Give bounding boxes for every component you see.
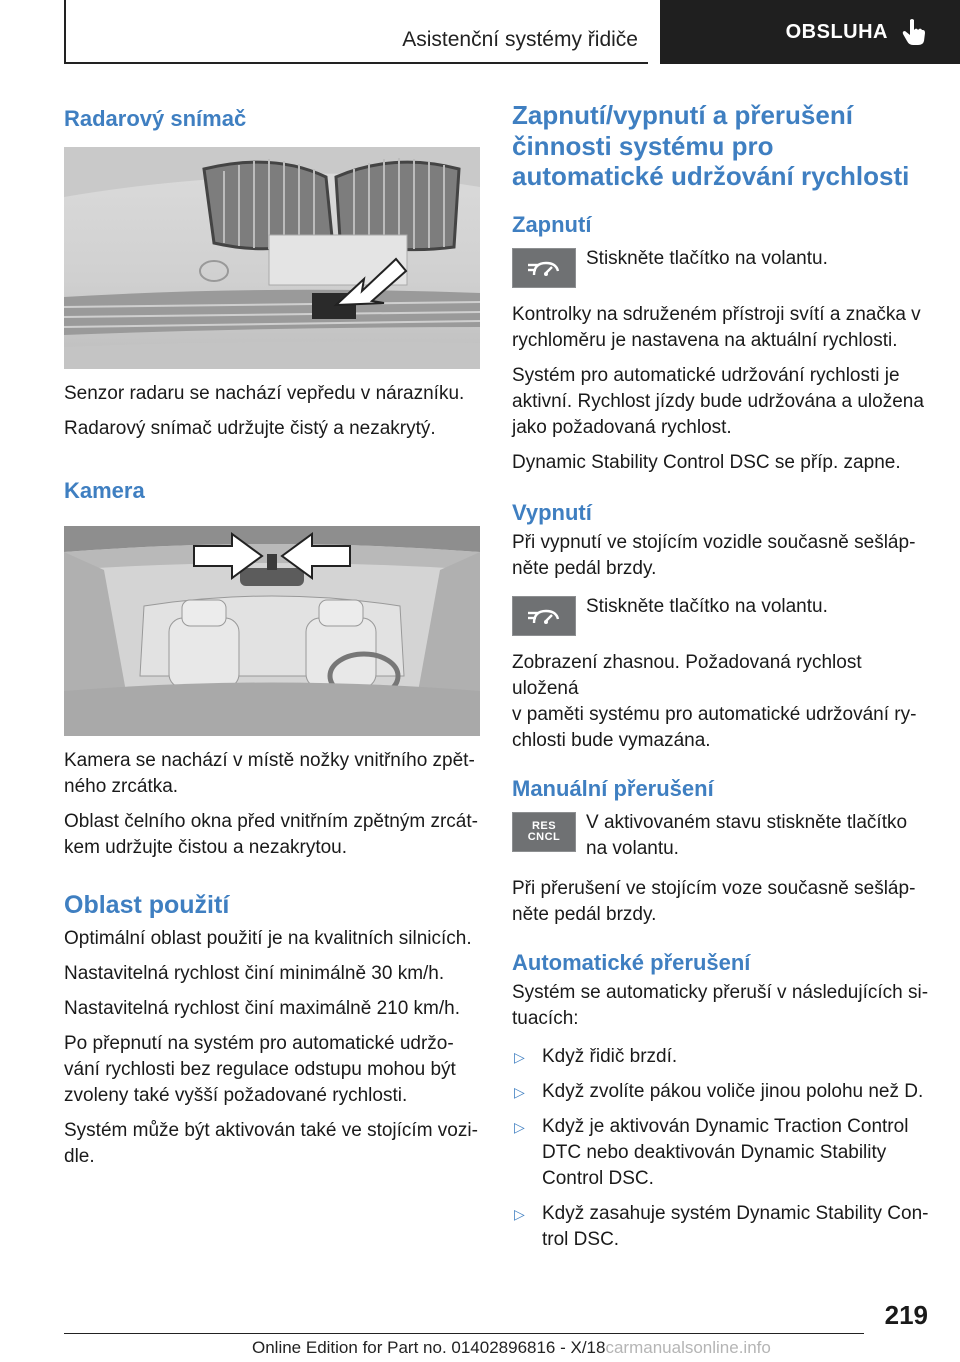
- triangle-bullet-icon: ▷: [514, 1048, 525, 1065]
- off-button-text: Stiskněte tlačítko na volantu.: [586, 595, 828, 617]
- list-item: ▷ Když zasahuje systém Dynamic Stability Con- trol DSC.: [514, 1202, 929, 1250]
- list-item: ▷ Když řidič brzdí.: [512, 1044, 930, 1070]
- camera-title: Kamera: [64, 477, 145, 503]
- usage-paragraph-4: Po přepnutí na systém pro automatické udržo- vání rychlosti bez regulace odstupu mohou být zvoleny také vyšší požadované rychlosti.: [64, 1033, 456, 1107]
- manual-title: Manuální přerušení: [512, 775, 714, 801]
- on-button-text: Stiskněte tlačítko na volantu.: [586, 247, 828, 269]
- cruise-control-button-icon: [512, 248, 576, 288]
- usage-paragraph-3: Nastavitelná rychlost činí maximálně 210 km/h.: [64, 998, 460, 1020]
- res-cncl-button-icon: [512, 812, 576, 852]
- manual-paragraph: Při přerušení ve stojícím voze současně sešláp- něte pedál brzdy.: [512, 877, 916, 925]
- res-label: RES: [531, 819, 557, 832]
- header-left-rule: [64, 0, 66, 64]
- auto-intro: Systém se automaticky přeruší v následujících si- tuacích:: [512, 981, 929, 1029]
- radar-paragraph-1: Senzor radaru se nachází vepředu v nárazníku.: [64, 382, 465, 404]
- usage-paragraph-1: Optimální oblast použití je na kvalitních silnicích.: [64, 928, 472, 950]
- on-paragraph-1: Kontrolky na sdruženém přístroji svítí a značka v rychloměru je nastavena na aktuální rychlosti.: [512, 303, 921, 351]
- on-paragraph-2: Systém pro automatické udržování rychlosti je aktivní. Rychlost jízdy bude udržována a uložena jako požadovaná rychlost.: [512, 364, 924, 438]
- header-section-title: Asistenční systémy řidiče: [402, 28, 638, 51]
- radar-title: Radarový snímač: [64, 106, 247, 131]
- off-title: Vypnutí: [512, 499, 592, 525]
- hand-pointer-icon: [902, 18, 926, 46]
- usage-paragraph-2: Nastavitelná rychlost činí minimálně 30 km/h.: [64, 963, 445, 985]
- cruise-control-button-icon: [512, 596, 576, 636]
- auto-list: [512, 1044, 930, 1253]
- header-bottom-rule: [64, 62, 648, 64]
- list-item: ▷ Když je aktivován Dynamic Traction Control DTC nebo deaktivován Dynamic Stability Control DSC.: [514, 1115, 909, 1189]
- chapter-tab-label: OBSLUHA: [785, 20, 888, 43]
- on-button-row: [512, 246, 930, 288]
- manual-button-row: [512, 810, 930, 862]
- triangle-bullet-icon: ▷: [514, 1083, 525, 1100]
- list-item: ▷ Když zvolíte pákou voliče jinou polohu než D.: [512, 1079, 930, 1105]
- usage-title: Oblast použití: [64, 890, 230, 919]
- manual-button-text: V aktivovaném stavu stiskněte tlačítko na volantu.: [586, 811, 908, 859]
- radar-sensor-image: [64, 147, 480, 369]
- off-intro: Při vypnutí ve stojícím vozidle současně sešláp- něte pedál brzdy.: [512, 531, 916, 579]
- footer-rule: [64, 1333, 864, 1334]
- chapter-tab: [660, 0, 960, 64]
- on-title: Zapnutí: [512, 212, 592, 238]
- right-column: [512, 100, 930, 1262]
- camera-paragraph-1: Kamera se nachází v místě nožky vnitřního zpět- ného zrcátka.: [64, 749, 475, 797]
- left-column: [64, 100, 480, 1179]
- camera-paragraph-2: Oblast čelního okna před vnitřním zpětným zrcát- kem udržujte čistou a nezakrytou.: [64, 810, 478, 858]
- footer-edition: Online Edition for Part no. 01402896816 - X/18carmanualsonline.info: [252, 1338, 771, 1357]
- page-number: 219: [884, 1300, 928, 1330]
- off-paragraph: Zobrazení zhasnou. Požadovaná rychlost uložená v paměti systému pro automatické udržování ry- chlosti bude vymazána.: [512, 651, 917, 751]
- radar-paragraph-2: Radarový snímač udržujte čistý a nezakrytý.: [64, 417, 436, 439]
- off-button-row: [512, 594, 930, 636]
- triangle-bullet-icon: ▷: [514, 1205, 525, 1222]
- triangle-bullet-icon: ▷: [514, 1118, 525, 1135]
- camera-image: [64, 526, 480, 736]
- main-title: Zapnutí/vypnutí a přerušení činnosti systému pro automatické udržování rychlosti: [512, 100, 910, 192]
- watermark: carmanualsonline.info: [605, 1338, 771, 1357]
- cncl-label: CNCL: [527, 830, 561, 843]
- on-paragraph-3: Dynamic Stability Control DSC se příp. zapne.: [512, 451, 901, 473]
- auto-title: Automatické přerušení: [512, 949, 751, 975]
- usage-paragraph-5: Systém může být aktivován také ve stojícím vozi- dle.: [64, 1120, 478, 1168]
